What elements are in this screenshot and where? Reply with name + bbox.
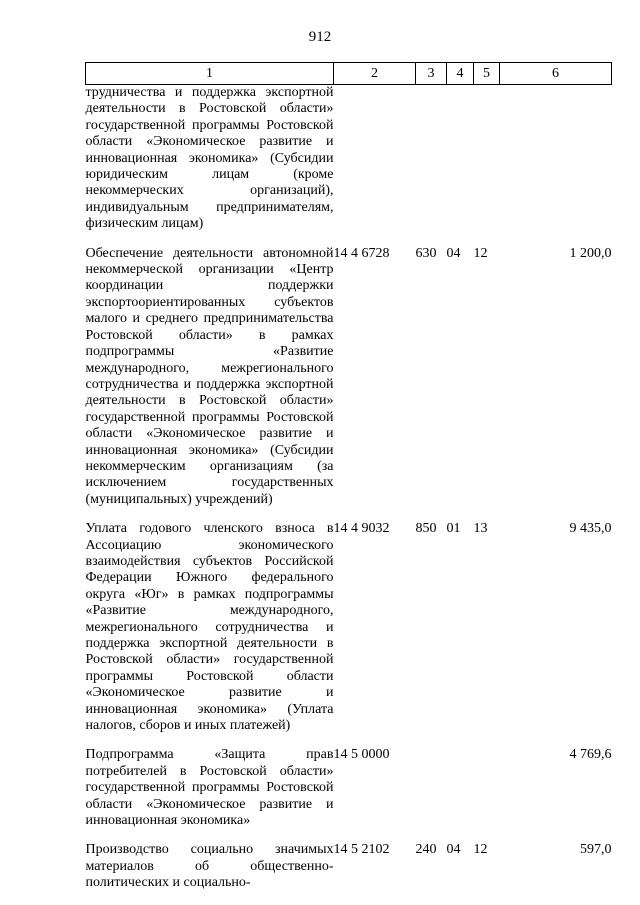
row-section xyxy=(447,734,474,829)
row-amount: 597,0 xyxy=(580,842,612,858)
table-row xyxy=(86,85,612,233)
row-expense-type xyxy=(416,85,447,233)
budget-table xyxy=(85,62,612,892)
table-row xyxy=(86,829,612,891)
row-description: Производство социально значимых материалов об общественно-политических и социально- xyxy=(85,842,334,891)
row-subsection xyxy=(474,85,500,233)
row-code: 14 4 9032 xyxy=(333,521,390,537)
row-code: 14 5 0000 xyxy=(333,747,390,763)
row-expense-type xyxy=(416,734,447,829)
row-expense-type: 240 xyxy=(415,842,437,858)
row-section: 04 xyxy=(446,842,461,858)
column-header-1: 1 xyxy=(86,63,334,85)
column-header-5: 5 xyxy=(474,63,500,85)
column-header-4: 4 xyxy=(447,63,474,85)
row-expense-type: 630 xyxy=(415,245,437,261)
row-section: 01 xyxy=(446,521,461,537)
row-description: трудничества и поддержка экспортной деятельности в Ростовской области» государственной программы Ростовской области «Экономическое развитие и инновационная экономика» (Субсидии юридическим лицам (кроме некоммерческих организаций), индивидуальным предпринимателям, физическим лицам) xyxy=(85,85,334,232)
row-subsection: 13 xyxy=(473,521,488,537)
row-subsection: 12 xyxy=(473,245,488,261)
row-code xyxy=(334,85,416,233)
row-description: Уплата годового членского взноса в Ассоциацию экономического взаимодействия субъектов Российской Федерации Южного федерального округа «Юг» в рамках подпрограммы «Развитие международного, межрегионального сотрудничества и поддержка экспортной деятельности в Ростовской области» государственной программы Ростовской области «Экономическое развитие и инновационная экономика» (Уплата налогов, сборов и иных платежей) xyxy=(85,521,334,734)
row-description: Обеспечение деятельности автономной некоммерческой организации «Центр координации поддержки экспортоориентированных субъектов малого и среднего предпринимательства Ростовской области» в рамках подпрограммы «Развитие международного, межрегионального сотрудничества и поддержка экспортной деятельности в Ростовской области» государственной программы Ростовской области «Экономическое развитие и инновационная экономика» (Субсидии некоммерческим организациям (за исключением государственных (муниципальных) учреждений) xyxy=(85,245,334,507)
row-amount xyxy=(500,85,612,233)
column-header-2: 2 xyxy=(334,63,416,85)
table-header xyxy=(86,63,612,85)
row-amount: 1 200,0 xyxy=(569,245,612,261)
page-number: 912 xyxy=(308,29,332,45)
column-header-3: 3 xyxy=(416,63,447,85)
row-section: 04 xyxy=(446,245,461,261)
row-subsection: 12 xyxy=(473,842,488,858)
row-amount: 9 435,0 xyxy=(569,521,612,537)
row-code: 14 4 6728 xyxy=(333,245,390,261)
table-row xyxy=(86,508,612,734)
row-expense-type: 850 xyxy=(415,521,437,537)
row-section xyxy=(447,85,474,233)
table-row xyxy=(86,233,612,509)
row-subsection xyxy=(474,734,500,829)
row-description: Подпрограмма «Защита прав потребителей в Ростовской области» государственной программы Ростовской области «Экономическое развитие и инновационная экономика» xyxy=(85,747,334,829)
row-amount: 4 769,6 xyxy=(569,747,612,763)
table-row xyxy=(86,734,612,829)
column-header-6: 6 xyxy=(500,63,612,85)
row-code: 14 5 2102 xyxy=(333,842,390,858)
